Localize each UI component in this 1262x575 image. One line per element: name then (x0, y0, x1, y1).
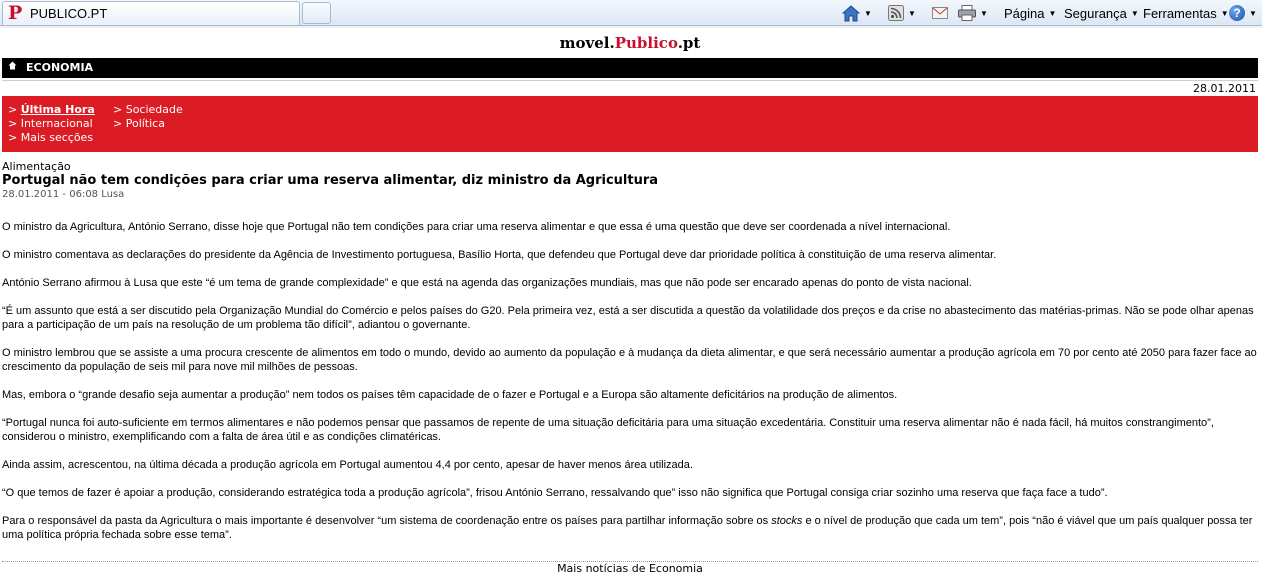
article-paragraph (2, 514, 1258, 542)
print-tool[interactable] (958, 0, 988, 26)
chevron-down-icon[interactable]: ▼ (864, 8, 872, 18)
article-paragraph: O ministro lembrou que se assiste a uma procura crescente de alimentos em todo o mundo, devido ao aumento da população e à mudança da dieta alimentar, e que será necessário aumentar a produção agrícola em 70 por cento até 2050 para fazer face ao crescimento da população de seis mil para nove mil milhões de pessoas. (2, 347, 1257, 373)
article-meta: 28.01.2011 - 06:08 Lusa (2, 189, 125, 200)
tools-menu-label: Ferramentas (1143, 5, 1217, 21)
print-icon (958, 3, 976, 23)
article-paragraph: Mas, embora o “grande desafio seja aumentar a produção” nem todos os países têm capacidade de o fazer e Portugal e a Europa são altamente deficitários na produção de alimentos. (2, 389, 898, 401)
nav-link-label: Internacional (20, 117, 93, 130)
article-paragraph: Ainda assim, acrescentou, na última década a produção agrícola em Portugal aumentou 4,4 por cento, apesar de haver menos área utilizada. (2, 459, 693, 471)
help-menu[interactable] (1229, 0, 1257, 26)
security-menu-label: Segurança (1064, 5, 1127, 21)
page-content (2, 30, 1258, 556)
article-paragraph: “É um assunto que está a ser discutido pela Organização Mundial do Comércio e pelos países do G20. Pela primeira vez, está a ser discutida a questão da volatilidade dos preços e da crise no abastecimento das matérias-primas. Não se pode olhar apenas para a participação de um país na resolução de um problema tão difícil”, adiantou o governante. (2, 305, 1254, 331)
tab-title: PUBLICO.PT (30, 6, 108, 21)
nav-link-politica[interactable]: > Política (113, 117, 165, 130)
home-icon (842, 3, 860, 23)
section-title: ECONOMIA (26, 61, 94, 74)
more-news-label: Mais notícias de Economia (557, 562, 703, 575)
page-menu[interactable] (1004, 0, 1056, 26)
nav-link-label: Mais secções (20, 131, 94, 144)
chevron-down-icon: ▼ (1048, 8, 1057, 18)
read-mail-icon (932, 3, 948, 23)
chevron-down-icon: ▼ (1249, 8, 1257, 18)
paragraph-text: e o nível de produção que cada um tem”, pois “não é viável que um país qualquer possa ter uma política própria fechada sobre esse tema”. (2, 515, 1253, 541)
browser-tab[interactable] (2, 1, 300, 25)
tools-menu[interactable] (1143, 0, 1229, 26)
help-icon: ? (1229, 5, 1245, 21)
article-paragraph: “O que temos de fazer é apoiar a produção, considerando estratégica toda a produção agrícola”, frisou António Serrano, ressalvando que” isso não significa que Portugal consiga criar sozinho uma reserva que faça face a tudo”. (2, 487, 1108, 499)
nav-link-internacional[interactable]: > Internacional (8, 117, 93, 130)
nav-link-label: Política (125, 117, 165, 130)
chevron-down-icon[interactable]: ▼ (908, 8, 916, 18)
article-paragraph: O ministro comentava as declarações do presidente da Agência de Investimento portuguesa, Basílio Horta, que defendeu que Portugal deve dar prioridade política à constituição de uma reserva alimentar. (2, 249, 997, 261)
chevron-down-icon: ▼ (1220, 8, 1229, 18)
browser-frame-edge (0, 26, 1262, 28)
article-paragraph: “Portugal nunca foi auto-suficiente em termos alimentares e não podemos pensar que passamos de repente de uma situação deficitária para uma situação excedentária. Constituir uma reserva alimentar não é nada fácil, há muitos constrangimento”, considerou o ministro, exemplificando com a falta de área útil e as condições climatéricas. (2, 417, 1214, 443)
logo-prefix: movel. (559, 34, 615, 52)
nav-link-ultima-hora[interactable]: > Última Hora (8, 103, 95, 116)
home-tool[interactable] (842, 0, 872, 26)
paragraph-emphasis: stocks (771, 515, 803, 527)
nav-link-sociedade[interactable]: > Sociedade (113, 103, 183, 116)
security-menu[interactable] (1064, 0, 1139, 26)
page-date: 28.01.2011 (2, 80, 1258, 95)
read-mail-tool[interactable] (932, 0, 948, 26)
nav-column-1 (8, 103, 95, 145)
article-paragraph: António Serrano afirmou à Lusa que este “é um tema de grande complexidade” e que está na agenda das organizações mundiais, mas que não pode ser encarado apenas do ponto de vista nacional. (2, 277, 972, 289)
new-tab-button[interactable] (302, 2, 331, 24)
paragraph-text: Para o responsável da pasta da Agricultura o mais importante é desenvolver “um sistema de coordenação entre os países para partilhar informação sobre os (2, 515, 772, 527)
section-nav (2, 96, 1258, 152)
article-body (2, 220, 1258, 542)
more-news-link[interactable] (2, 561, 1258, 575)
nav-link-label: Sociedade (125, 103, 183, 116)
feeds-tool[interactable] (888, 0, 916, 26)
publico-favicon-icon: P (8, 2, 23, 24)
chevron-down-icon: ▼ (1130, 8, 1139, 18)
browser-tab-bar (0, 0, 1262, 26)
article (2, 160, 1258, 542)
feeds-icon (888, 3, 904, 23)
page-menu-label: Página (1004, 5, 1045, 21)
section-bar (2, 58, 1258, 78)
site-logo[interactable] (2, 30, 1258, 56)
nav-link-mais-seccoes[interactable]: > Mais secções (8, 131, 94, 144)
article-kicker: Alimentação (2, 160, 71, 173)
chevron-down-icon[interactable]: ▼ (980, 8, 988, 18)
article-paragraph: O ministro da Agricultura, António Serrano, disse hoje que Portugal não tem condições para criar uma reserva alimentar e que essa é uma questão que deve ser coordenada a nível internacional. (2, 221, 951, 233)
home-icon[interactable] (8, 58, 18, 78)
logo-suffix: .pt (677, 34, 701, 52)
nav-link-label: Última Hora (20, 103, 95, 116)
nav-column-2 (113, 103, 183, 131)
article-headline: Portugal não tem condições para criar uma reserva alimentar, diz ministro da Agricultura (2, 173, 659, 188)
logo-brand: Publico (614, 34, 678, 52)
